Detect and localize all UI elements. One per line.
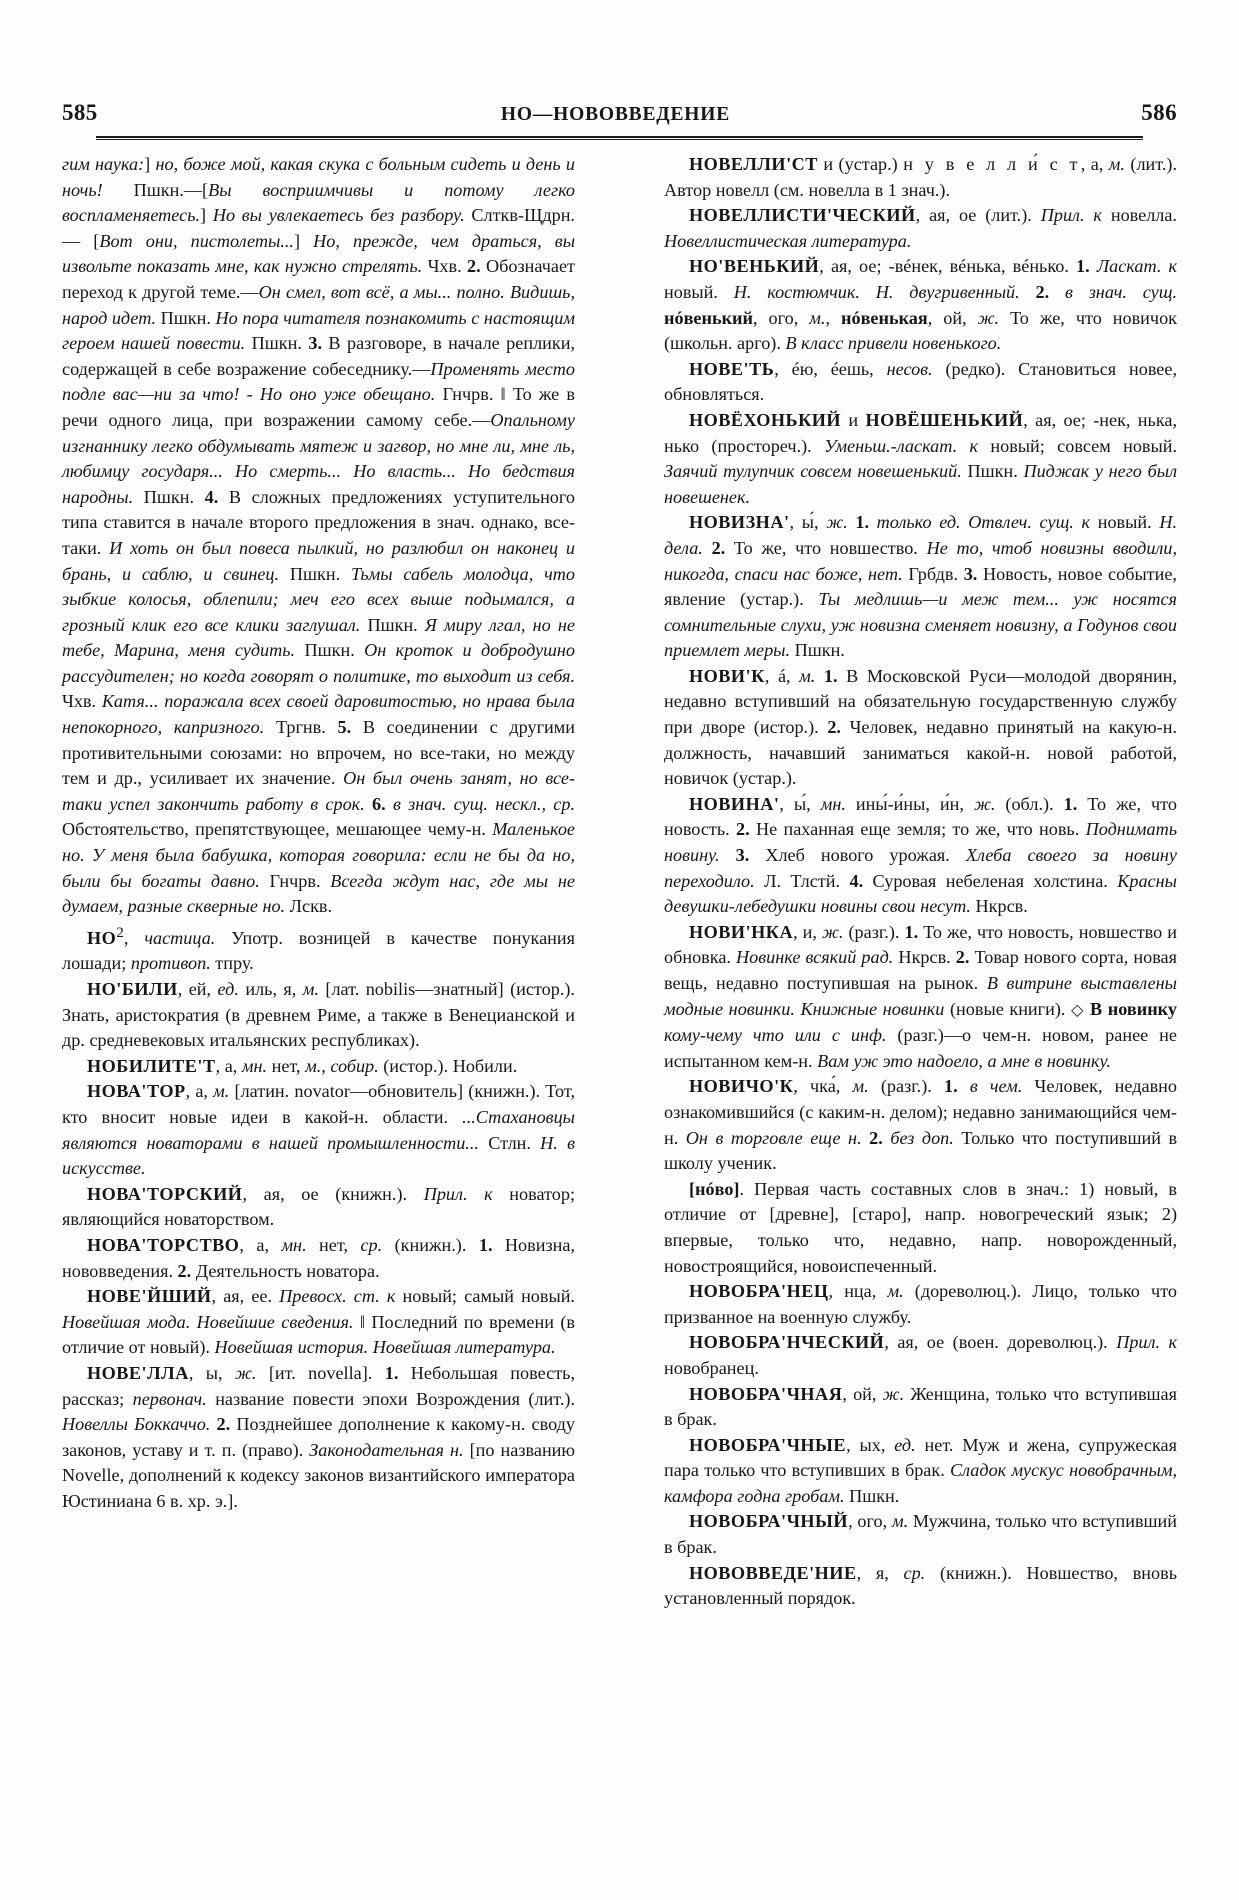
entry-nobilitet: НОБИЛИТЕ'Т, а, мн. нет, м., собир. (истор.). Нобили. <box>87 1055 518 1076</box>
entry-novellist: НОВЕЛЛИ'СТ и (устар.) н у в е л л и́ с т, а, м. (лит.). Автор новелл (см. новелла в 1 знач.). <box>664 154 1177 200</box>
entry-novator: НОВА'ТОР, а, м. [латин. novator—обновитель] (книжн.). Тот, кто вносит новые идеи в какой-н. области. ...Стахановцы являются новаторами в нашей промышленности... Стлн. Н. в искусстве. <box>62 1081 575 1179</box>
entry-novobrancheskiy: НОВОБРА'НЧЕСКИЙ, ая, ое (воен. дореволюц.). Прил. к новобранец. <box>664 1332 1177 1378</box>
entry-novobrachnaya: НОВОБРА'ЧНАЯ, ой, ж. Женщина, только что вступившая в брак. <box>664 1383 1177 1430</box>
entry-novekhonkiy: НОВЁХОНЬКИЙ и НОВЁШЕНЬКИЙ, ая, ое; -нек, нька, нько (простореч.). Уменьш.-ласкат. к новый; совсем новый. Заячий тулупчик совсем новешенький. Пшкн. Пиджак у него был новешенек. <box>664 409 1177 507</box>
entry-novenkiy: НО'ВЕНЬКИЙ, ая, ое; -вéнек, вéнька, вéнько. 1. Ласкат. к новый. Н. костюмчик. Н. двугривенный. 2. в знач. сущ. нóвенький, ого, м., нóвенькая, ой, ж. То же, что новичок (школьн. арго). В класс привели новенького. <box>664 256 1178 354</box>
diamond-icon: ◇ <box>1071 1001 1085 1019</box>
entry-novina: НОВИНА', ы́, мн. ины́-и́ны, и́н, ж. (обл.). 1. То же, что новость. 2. Не паханная еще земля; то же, что новь. Поднимать новину. 3. Хлеб нового урожая. Хлеба своего за новину переходило. Л. Тлстй. 4. Суровая небеленая холстина. Красны девушки-лебедушки новины свои несут. Нкрсв. <box>664 793 1178 917</box>
running-head <box>62 90 1177 124</box>
entry-novobrachnye: НОВОБРА'ЧНЫЕ, ых, ед. нет. Муж и жена, супружеская пара только что вступивших в брак. Сладок мускус новобрачным, камфора годна гробам. Пшкн. <box>664 1434 1177 1506</box>
entry-novinka: НОВИ'НКА, и, ж. (разг.). 1. То же, что новость, новшество и обновка. Новинке всякий рад. Нкрсв. 2. Товар нового сорта, новая вещь, недавно поступившая на рынок. В витрине выставлены модные новинки. Книжные новинки (новые книги). ◇ В новинку кому-чему что или с инф. (разг.)—о чем-н. новом, ранее не испытанном кем-н. Вам уж это надоело, а мне в новинку. <box>664 921 1177 1071</box>
header-divider <box>96 136 1143 142</box>
text-columns <box>62 152 1177 1612</box>
entry-no1-continuation: гим наука:] но, боже мой, какая скука с больным сидеть и день и ночь! Пшкн.—[Вы восприимчивы и потому легко воспламеняетесь.] Но вы увлекаетесь без разбору. Слткв-Щдрн.— [Вот они, пистолеты...] Но, прежде, чем драться, вы извольте показать мне, как нужно стрелять. Чхв. 2. Обозначает переход к другой теме.—Он смел, вот всё, а мы... полно. Видишь, народ идет. Пшкн. Но пора читателя познакомить с настоящим героем нашей повести. Пшкн. 3. В разговоре, в начале реплики, содержащей в себе возражение собеседнику.—Променять место подле вас—ни за что! - Но оно уже обещано. Гнчрв. ‖ То же в речи одного лица, при возражении самому себе.—Опальному изгнаннику легко обдумывать мятеж и загвор, но мне ли, мне ль, любимцу государя... Но смерть... Но власть... Но бедствия народны. Пшкн. 4. В сложных предложениях уступительного типа ставится в начале второго предложения в знач. однако, все-таки. И хоть он был повеса пылкий, но разлюбил он наконец и брань, и саблю, и свинец. Пшкн. Тьмы сабель молодца, что зыбкие колосья, облепили; меч его всех выше подымался, а грозный клик его все клики заглушал. Пшкн. Я миру лгал, но не тебе, Марина, меня судить. Пшкн. Он кроток и добродушно рассудителен; но когда говорят о политике, то выходит из себя. Чхв. Катя... поражала всех своей даровитостью, но нрава была непокорного, капризного. Тргнв. 5. В соединении с другими противительными союзами: но впрочем, но все-таки, но между тем и др., усиливает их значение. Он был очень занят, но все-таки успел закончить работу в срок. 6. в знач. сущ. нескл., ср. Обстоятельство, препятствующее, мешающее чему-н. Маленькое но. У меня была бабушка, которая говорила: если не бы да но, были бы богаты давно. Гнчрв. Всегда ждут нас, где мы не думаем, разные скверные но. Лскв. <box>62 154 576 917</box>
page-title: НО—НОВОВВЕДЕНИЕ <box>500 103 731 125</box>
entry-novizna: НОВИЗНА', ы́, ж. 1. только ед. Отвлеч. сущ. к новый. Н. дела. 2. То же, что новшество. Не то, чтоб новизны вводили, никогда, спаси нас боже, нет. Грбдв. 3. Новость, новое событие, явление (устар.). Ты медлишь—и меж тем... уж носятся сомнительные слухи, уж новизна сменяет новизну, а Годунов свои приемлет меры. Пшкн. <box>664 512 1178 661</box>
entry-novobranets: НОВОБРА'НЕЦ, нца, м. (дореволюц.). Лицо, только что призванное на военную службу. <box>664 1281 1177 1327</box>
column-left <box>62 152 575 1612</box>
entry-no2: $НО^2$, частица. Употр. возницей в качестве понукания лошади; противоп. тпру. <box>62 923 576 974</box>
entry-novella: НОВЕ'ЛЛА, ы, ж. [ит. novella]. 1. Небольшая повесть, рассказ; первонач. название повести эпохи Возрождения (лит.). Новеллы Боккаччо. 2. Позднейшее дополнение к какому-н. своду законов, уставу и т. п. (право). Законодательная н. [по названию Novelle, дополнений к кодексу законов византийского императора Юстиниана 6 в. хр. э.]. <box>62 1362 576 1511</box>
entry-nobili: НО'БИЛИ, ей, ед. иль, я, м. [лат. nobilis—знатный] (истор.). Знать, аристократия (в древнем Риме, а также в Венецианской и др. средневековых итальянских республиках). <box>62 979 575 1051</box>
entry-novo: [нóво]. Первая часть составных слов в знач.: 1) новый, в отличие от [древне], [старо], напр. новогреческий язык; 2) впервые, только что, недавно, напр. новорожденный, новостроящийся, новоиспеченный. <box>664 1178 1177 1276</box>
entry-novik: НОВИ'К, á, м. 1. В Московской Руси—молодой дворянин, недавно вступивший на обязательную государственную службу при дворе (истор.). 2. Человек, недавно принятый на какую-н. должность, начавший заниматься какой-н. новой работой, новичок (устар.). <box>664 665 1178 789</box>
folio-right: 586 <box>1141 100 1177 125</box>
folio-left: 585 <box>62 100 98 125</box>
entry-novichok: НОВИЧО'К, чка́, м. (разг.). 1. в чем. Человек, недавно ознакомившийся (с каким-н. делом); недавно занимающийся чем-н. Он в торговле еще н. 2. без доп. Только что поступивший в школу ученик. <box>664 1076 1178 1174</box>
entry-novellisticheskiy: НОВЕЛЛИСТИ'ЧЕСКИЙ, ая, ое (лит.). Прил. к новелла. Новеллистическая литература. <box>664 205 1177 251</box>
column-right <box>664 152 1177 1612</box>
entry-novovvedenie: НОВОВВЕДЕ'НИЕ, я, ср. (книжн.). Новшество, вновь установленный порядок. <box>664 1562 1177 1609</box>
entry-novatorstvo: НОВА'ТОРСТВО, а, мн. нет, ср. (книжн.). 1. Новизна, нововведения. 2. Деятельность новатора. <box>62 1235 576 1281</box>
entry-novobrachnyy: НОВОБРА'ЧНЫЙ, ого, м. Мужчина, только что вступивший в брак. <box>664 1511 1177 1558</box>
entry-noveyshiy: НОВЕ'ЙШИЙ, ая, ее. Превосх. ст. к новый; самый новый. Новейшая мода. Новейшие сведения. ‖ Последний по времени (в отличие от новый). Новейшая история. Новейшая литература. <box>62 1286 575 1358</box>
entry-novatorskiy: НОВА'ТОРСКИЙ, ая, ое (книжн.). Прил. к новатор; являющийся новаторством. <box>62 1183 575 1230</box>
entry-novet: НОВЕ'ТЬ, éю, éешь, несов. (редко). Становиться новее, обновляться. <box>664 358 1177 405</box>
